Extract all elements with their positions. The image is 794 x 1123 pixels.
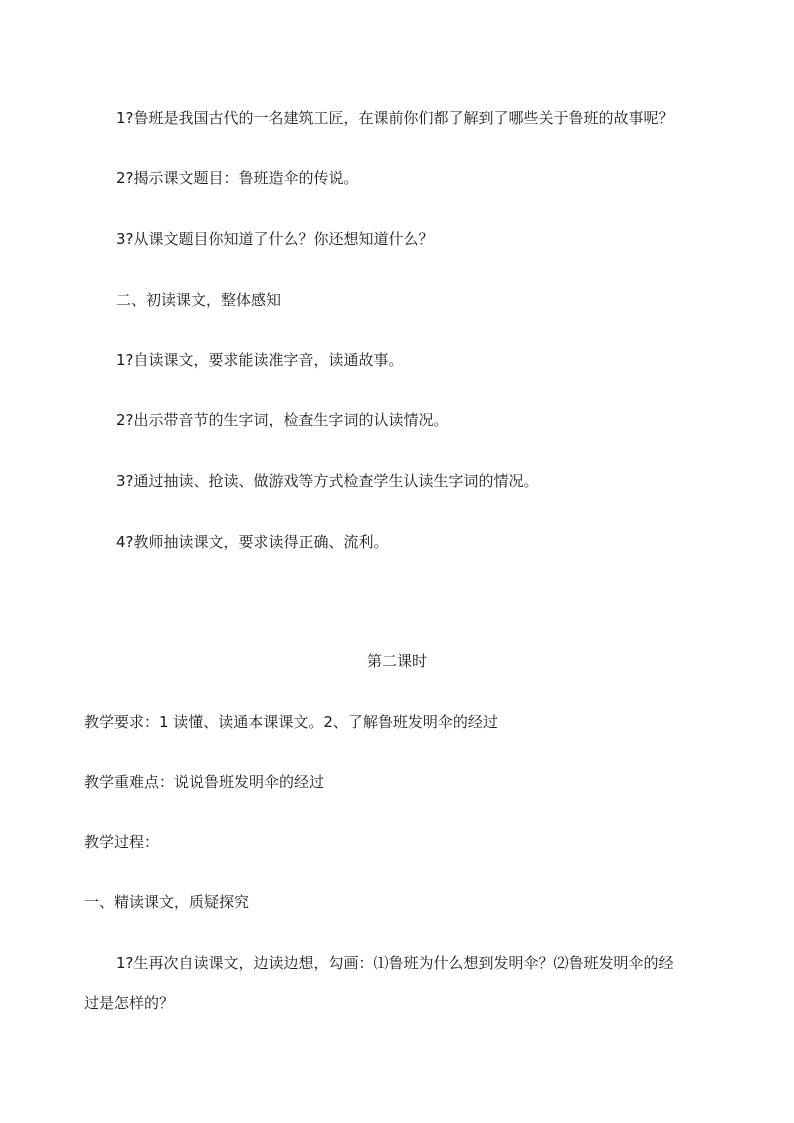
paragraph-teacher-check: 4?教师抽读课文，要求读得正确、流利。 (116, 533, 389, 551)
paragraph-reread-line1: 1?生再次自读课文，边读边想，勾画：⑴鲁班为什么想到发明伞？⑵鲁班发明伞的经 (116, 954, 674, 972)
paragraph-reveal-title: 2?揭示课文题目：鲁班造伞的传说。 (116, 169, 359, 187)
lesson-title: 第二课时 (366, 652, 427, 670)
teaching-key-points: 教学重难点：说说鲁班发明伞的经过 (84, 773, 325, 791)
section-heading-first-reading: 二、初读课文，整体感知 (116, 291, 282, 309)
teaching-process-label: 教学过程： (84, 833, 160, 851)
section-heading-close-reading: 一、精读课文，质疑探究 (84, 893, 250, 911)
paragraph-title-question: 3?从课文题目你知道了什么？你还想知道什么？ (116, 230, 434, 248)
paragraph-reread-line2: 过是怎样的？ (84, 994, 175, 1012)
paragraph-vocabulary-check: 2?出示带音节的生字词，检查生字词的认读情况。 (116, 411, 449, 429)
paragraph-reading-games: 3?通过抽读、抢读、做游戏等方式检查学生认读生字词的情况。 (116, 472, 539, 490)
paragraph-question-lu-ban-stories: 1?鲁班是我国古代的一名建筑工匠，在课前你们都了解到了哪些关于鲁班的故事呢？ (116, 109, 674, 127)
paragraph-self-reading: 1?自读课文，要求能读准字音，读通故事。 (116, 351, 404, 369)
teaching-requirements: 教学要求：1 读懂、读通本课课文。2、了解鲁班发明伞的经过 (84, 713, 498, 731)
